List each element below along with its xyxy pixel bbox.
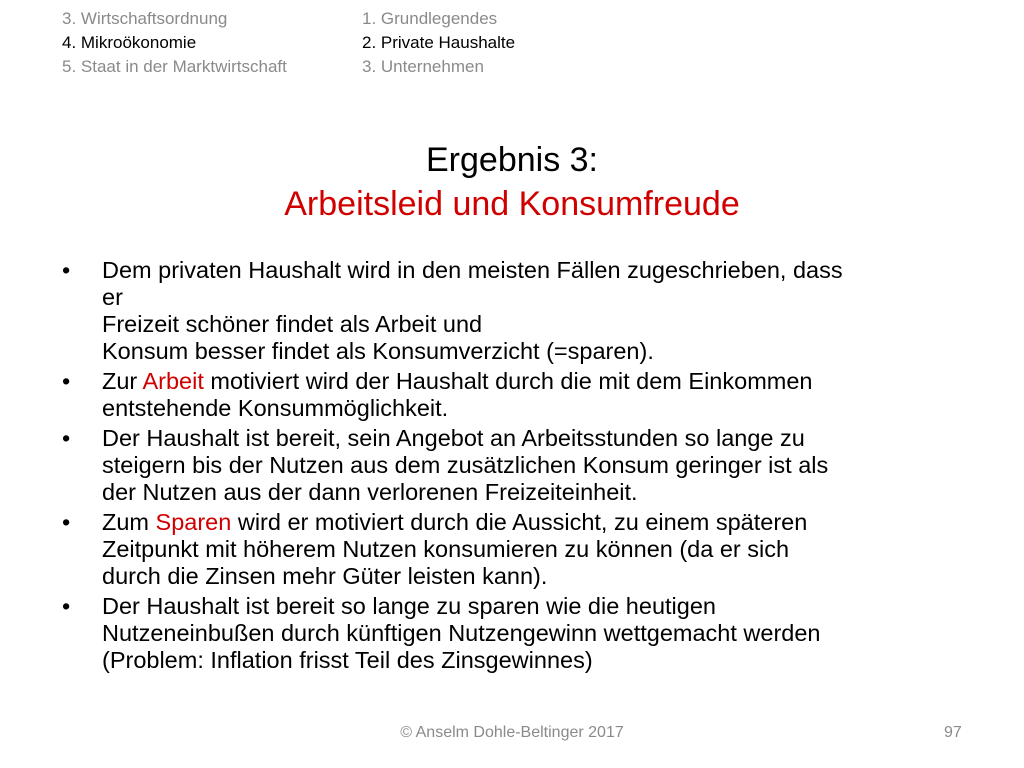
text-segment: Zum [102, 509, 156, 535]
text-segment: motiviert wird der Haushalt durch die mit dem Einkommen [203, 368, 813, 394]
slide-title [0, 138, 1024, 226]
nav-chapters [62, 7, 287, 79]
nav-item-staat[interactable]: 5. Staat in der Marktwirtschaft [62, 57, 287, 76]
bullet-item [62, 368, 967, 422]
bullet-list [62, 257, 967, 677]
bullet-icon: • [62, 257, 71, 283]
bullet-text: Der Haushalt ist bereit, sein Angebot an Arbeitsstunden so lange zu [102, 425, 805, 451]
bullet-text [102, 509, 967, 536]
bullet-text: Dem privaten Haushalt wird in den meisten Fällen zugeschrieben, dass [102, 257, 843, 283]
bullet-text: er [102, 284, 123, 310]
bullet-text [102, 368, 967, 395]
bullet-text: steigern bis der Nutzen aus dem zusätzlichen Konsum geringer ist als [102, 452, 829, 478]
bullet-item [62, 509, 967, 590]
bullet-text: durch die Zinsen mehr Güter leisten kann). [102, 563, 548, 589]
bullet-icon: • [62, 509, 71, 535]
bullet-item [62, 425, 967, 506]
bullet-text: Zeitpunkt mit höherem Nutzen konsumieren zu können (da er sich [102, 536, 790, 562]
slide-title-line2: Arbeitsleid und Konsumfreude [284, 185, 740, 223]
highlight-sparen: Sparen [155, 509, 232, 535]
bullet-text: Nutzeneinbußen durch künftigen Nutzengewinn wettgemacht werden [102, 620, 821, 646]
highlight-arbeit: Arbeit [142, 368, 204, 394]
nav-item-unternehmen[interactable]: 3. Unternehmen [362, 57, 484, 76]
page-number: 97 [944, 724, 962, 741]
footer-copyright: © Anselm Dohle-Beltinger 2017 [400, 724, 624, 741]
text-segment: Zur [102, 368, 143, 394]
bullet-text: der Nutzen aus der dann verlorenen Freizeiteinheit. [102, 479, 638, 505]
bullet-text: Der Haushalt ist bereit so lange zu sparen wie die heutigen [102, 593, 716, 619]
nav-item-grundlegendes[interactable]: 1. Grundlegendes [362, 9, 498, 28]
bullet-icon: • [62, 425, 71, 451]
bullet-icon: • [62, 593, 71, 619]
bullet-text: Konsum besser findet als Konsumverzicht (=sparen). [102, 338, 654, 364]
nav-item-wirtschaftsordnung[interactable]: 3. Wirtschaftsordnung [62, 9, 228, 28]
bullet-text: entstehende Konsummöglichkeit. [102, 395, 449, 421]
bullet-text: (Problem: Inflation frisst Teil des Zinsgewinnes) [102, 647, 593, 673]
nav-item-mikrooekonomie[interactable]: 4. Mikroökonomie [62, 33, 197, 52]
bullet-item [62, 257, 967, 365]
slide-title-line1: Ergebnis 3: [426, 141, 598, 179]
text-segment: wird er motiviert durch die Aussicht, zu einem späteren [231, 509, 808, 535]
bullet-item [62, 593, 967, 674]
nav-sections [362, 7, 515, 79]
bullet-icon: • [62, 368, 71, 394]
bullet-text: Freizeit schöner findet als Arbeit und [102, 311, 483, 337]
nav-item-private-haushalte[interactable]: 2. Private Haushalte [362, 33, 516, 52]
